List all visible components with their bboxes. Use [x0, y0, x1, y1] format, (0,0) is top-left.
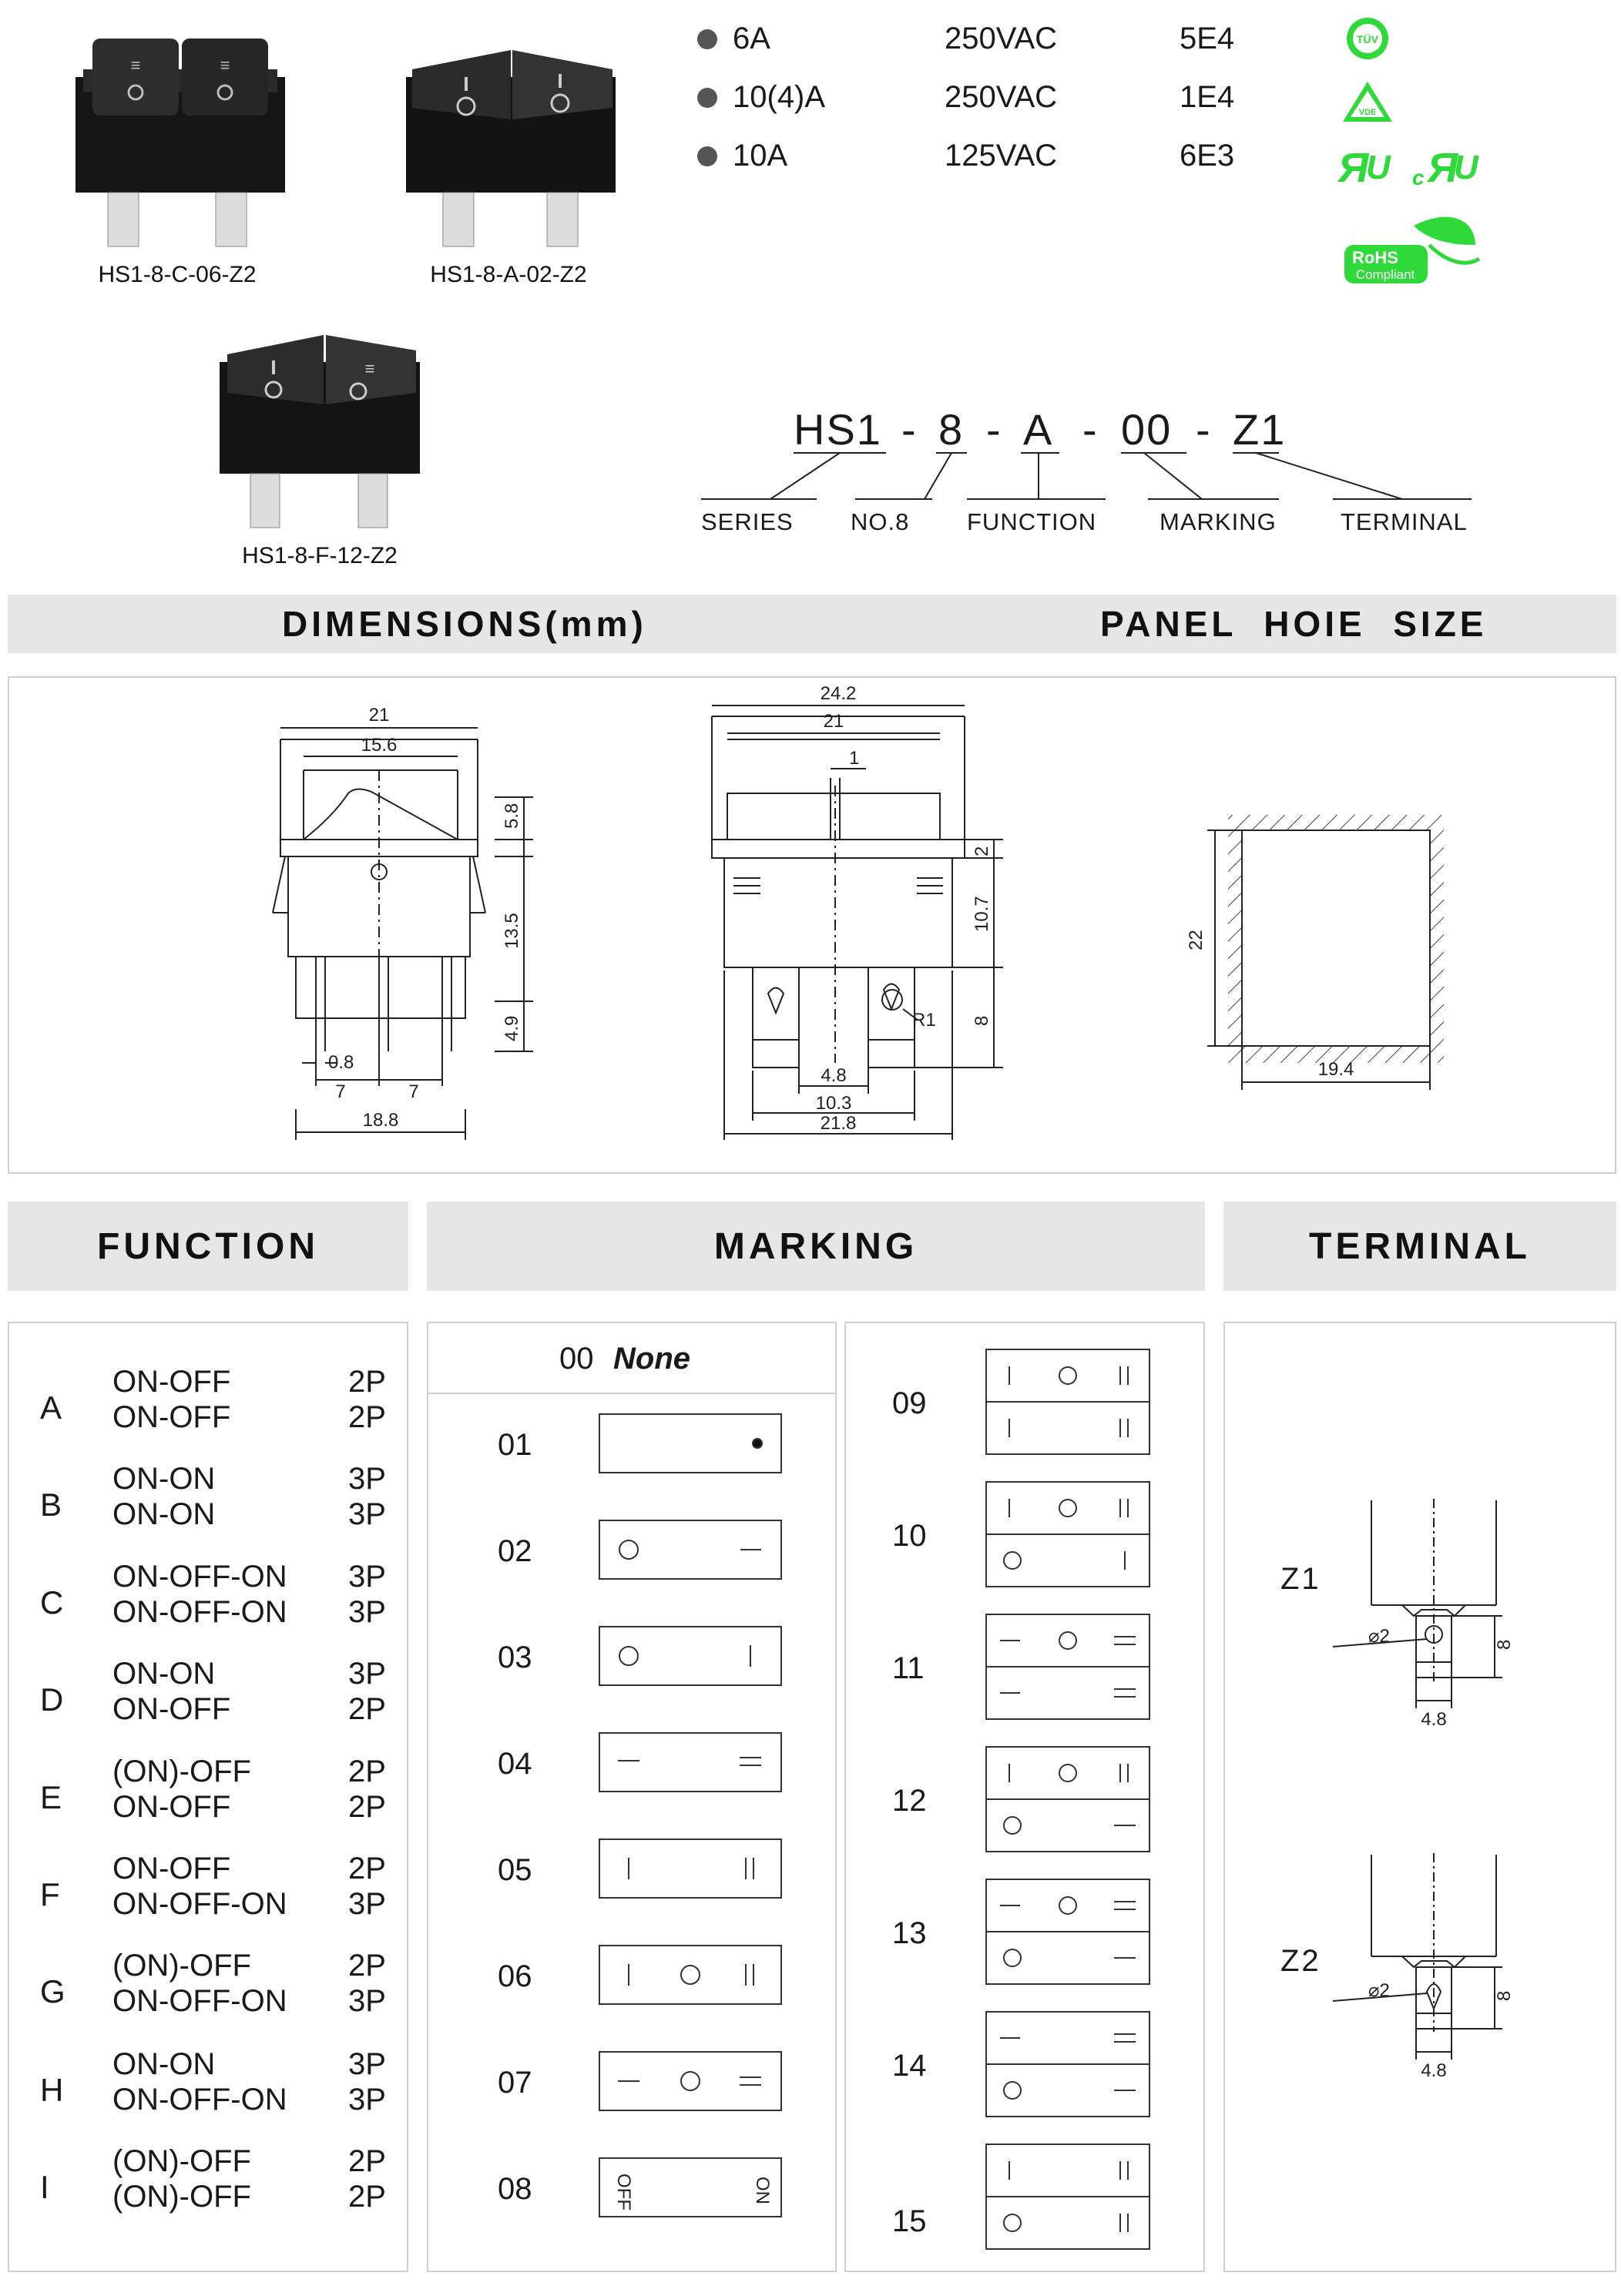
panel-hole-title: PANEL HOIE SIZE	[1100, 604, 1488, 644]
function-code: D	[40, 1681, 64, 1718]
dim-label: 10.7	[972, 896, 992, 932]
function-code: B	[40, 1487, 62, 1523]
function-pole2: 2P	[348, 2180, 386, 2214]
marking-none-label: None	[613, 1342, 690, 1376]
pn-no: 8	[938, 405, 965, 454]
pn-marking: 00	[1121, 405, 1173, 454]
marking-code: 11	[892, 1651, 925, 1685]
function-line1: ON-OFF	[112, 1365, 231, 1399]
function-code: G	[40, 1973, 65, 2009]
function-pole1: 3P	[348, 1560, 386, 1594]
marking-code: 02	[498, 1534, 532, 1568]
dim-label: 1	[849, 748, 860, 769]
dim-label: 5.8	[502, 803, 522, 829]
rocker-switch-double-photo	[389, 23, 636, 262]
dim-label: 13.5	[502, 913, 522, 949]
function-pole2: 3P	[348, 1984, 386, 2018]
pn-label-marking: MARKING	[1160, 508, 1277, 535]
function-pole2: 2P	[348, 1692, 386, 1726]
terminal-z1-drawing	[1333, 1499, 1502, 1708]
dim-label: 4.8	[821, 1065, 847, 1086]
function-line1: ON-ON	[112, 1462, 216, 1496]
function-code: F	[40, 1876, 60, 1912]
function-panel	[8, 1322, 408, 2272]
marking-code: 13	[892, 1916, 927, 1950]
dimensions-panel	[8, 676, 1616, 1174]
marking-code: 15	[892, 2204, 927, 2238]
terminal-z2-dia: ⌀2	[1368, 1980, 1390, 2001]
vde-text: VDE	[1358, 108, 1377, 117]
pn-function: A	[1023, 405, 1054, 454]
rating-current: 10A	[733, 139, 788, 173]
function-code: C	[40, 1584, 64, 1621]
product-label-3: HS1-8-F-12-Z2	[242, 543, 398, 568]
function-row	[9, 1365, 407, 1462]
dim-label: R1	[912, 1010, 936, 1031]
pn-sep: -	[986, 405, 1002, 454]
pn-label-no: NO.8	[851, 508, 910, 535]
tuv-text: TÜV	[1357, 33, 1378, 45]
marking-none-code: 00	[559, 1342, 594, 1376]
front-view-labels	[816, 683, 992, 1134]
ul-logo-icon	[1337, 145, 1479, 191]
function-pole1: 3P	[348, 1462, 386, 1496]
function-pole1: 2P	[348, 1852, 386, 1885]
svg-text:≡: ≡	[220, 55, 230, 75]
part-number-leader-lines	[693, 447, 1495, 508]
function-line2: ON-OFF	[112, 1790, 231, 1824]
function-line1: (ON)-OFF	[112, 1949, 251, 1983]
function-line1: (ON)-OFF	[112, 2144, 251, 2178]
pn-label-function: FUNCTION	[967, 508, 1097, 535]
terminal-code-z1: Z1	[1280, 1562, 1321, 1596]
product-photo-3	[212, 316, 443, 535]
marking-panel-left	[427, 1322, 837, 2272]
function-row	[9, 2144, 407, 2241]
rohs-sub-text: Compliant	[1355, 267, 1415, 282]
function-pole1: 2P	[348, 1755, 386, 1788]
rocker-switch-double-photo	[62, 23, 308, 262]
product-label-2: HS1-8-A-02-Z2	[430, 262, 587, 287]
marking-code: 01	[498, 1428, 532, 1462]
dim-label: 8	[972, 1015, 992, 1026]
terminal-z2-height: 8	[1494, 1990, 1515, 2001]
pn-label-series: SERIES	[701, 508, 794, 535]
rocker-switch-double-photo	[212, 316, 443, 535]
vde-logo-icon	[1343, 82, 1392, 122]
function-pole1: 3P	[348, 1657, 386, 1691]
pn-series: HS1	[794, 405, 882, 454]
svg-text:U: U	[1454, 149, 1478, 186]
bullet-icon	[697, 29, 717, 49]
dim-label: 21	[823, 711, 844, 732]
rating-cycles: 1E4	[1180, 80, 1235, 114]
rating-row	[697, 22, 1234, 56]
rating-row	[697, 80, 1234, 115]
function-pole2: 2P	[348, 1790, 386, 1824]
rating-row	[697, 139, 1234, 173]
dim-label: 4.9	[502, 1015, 522, 1041]
rating-cycles: 5E4	[1180, 22, 1235, 55]
rating-voltage: 250VAC	[945, 22, 1058, 55]
side-view-drawing	[273, 728, 533, 1140]
marking-panel-right	[844, 1322, 1205, 2272]
dim-label: 21.8	[820, 1113, 857, 1134]
pn-terminal: Z1	[1233, 405, 1287, 454]
function-pole1: 2P	[348, 1949, 386, 1983]
function-row	[9, 1755, 407, 1852]
function-row	[9, 2047, 407, 2144]
tuv-logo-icon	[1347, 18, 1388, 59]
marking-code: 10	[892, 1519, 927, 1553]
hole-height-label: 22	[1186, 930, 1207, 950]
product-photo-1	[62, 23, 308, 262]
rating-voltage: 125VAC	[945, 139, 1058, 173]
terminal-z1-dia: ⌀2	[1368, 1626, 1390, 1647]
bullet-icon	[697, 146, 717, 166]
svg-text:Я: Я	[1428, 145, 1458, 191]
rating-current: 6A	[733, 22, 770, 55]
pn-sep: -	[901, 405, 918, 454]
function-line2: ON-OFF-ON	[112, 2083, 287, 2117]
panel-hole-drawing	[1186, 815, 1444, 1090]
dimension-drawings	[9, 678, 1615, 1172]
terminal-z1-width: 4.8	[1421, 1709, 1447, 1730]
marking-code: 12	[892, 1784, 927, 1818]
function-pole1: 3P	[348, 2047, 386, 2081]
dim-label: 15.6	[361, 735, 398, 756]
function-row	[9, 1657, 407, 1754]
function-code: A	[40, 1389, 62, 1426]
function-line1: ON-ON	[112, 2047, 216, 2081]
marking-code: 06	[498, 1959, 532, 1993]
marking-code: 09	[892, 1386, 927, 1420]
front-view-drawing	[712, 706, 1003, 1140]
dimensions-title: DIMENSIONS(mm)	[282, 604, 647, 644]
marking-on-label: ON	[752, 2177, 773, 2204]
terminal-code-z2: Z2	[1280, 1944, 1321, 1978]
function-pole2: 3P	[348, 1887, 386, 1921]
product-label-1: HS1-8-C-06-Z2	[98, 262, 257, 287]
marking-code: 07	[498, 2066, 532, 2100]
ul-c-text: c	[1412, 166, 1425, 189]
dim-label: 10.3	[815, 1093, 852, 1114]
dim-label: 7	[408, 1081, 419, 1102]
dimensions-header	[8, 595, 1616, 653]
function-code: E	[40, 1779, 62, 1815]
function-line2: ON-OFF-ON	[112, 1984, 287, 2018]
svg-text:U: U	[1366, 149, 1391, 186]
function-pole2: 2P	[348, 1400, 386, 1434]
function-row	[9, 1462, 407, 1559]
pn-sep: -	[1082, 405, 1099, 454]
function-title: FUNCTION	[97, 1225, 319, 1267]
pn-label-terminal: TERMINAL	[1341, 508, 1468, 535]
rating-cycles: 6E3	[1180, 139, 1235, 173]
function-code: I	[40, 2169, 49, 2205]
function-line2: ON-OFF	[112, 1692, 231, 1726]
function-line2: ON-OFF	[112, 1400, 231, 1434]
function-pole2: 3P	[348, 2083, 386, 2117]
pn-sep: -	[1196, 405, 1212, 454]
marking-off-label: OFF	[613, 2174, 634, 2211]
marking-symbols-left	[428, 1323, 835, 2271]
function-line1: ON-OFF-ON	[112, 1560, 287, 1594]
marking-title: MARKING	[713, 1225, 918, 1267]
hole-width-label: 19.4	[1317, 1059, 1354, 1080]
marking-code: 03	[498, 1641, 532, 1674]
svg-text:Я: Я	[1338, 145, 1369, 191]
terminal-z2-drawing	[1333, 1853, 1502, 2060]
bullet-icon	[697, 88, 717, 108]
function-line2: ON-OFF-ON	[112, 1595, 287, 1629]
function-pole1: 2P	[348, 2144, 386, 2178]
terminal-drawings	[1225, 1323, 1615, 2271]
function-line1: ON-OFF	[112, 1852, 231, 1885]
terminal-z1-height: 8	[1494, 1639, 1515, 1650]
marking-code: 04	[498, 1747, 532, 1781]
function-pole1: 2P	[348, 1365, 386, 1399]
function-line2: ON-ON	[112, 1497, 216, 1531]
function-line2: ON-OFF-ON	[112, 1887, 287, 1921]
rohs-text: RoHS	[1352, 248, 1398, 267]
function-pole2: 3P	[348, 1595, 386, 1629]
function-row	[9, 1949, 407, 2046]
rohs-logo-icon	[1344, 217, 1479, 283]
marking-code: 05	[498, 1853, 532, 1887]
dim-label: 18.8	[362, 1110, 399, 1131]
dim-label: 0.8	[328, 1052, 354, 1073]
function-row	[9, 1560, 407, 1657]
marking-header	[427, 1202, 1205, 1291]
function-header	[8, 1202, 408, 1291]
marking-code: 14	[892, 2049, 927, 2083]
rating-current: 10(4)A	[733, 80, 826, 114]
svg-text:≡: ≡	[364, 359, 375, 378]
terminal-z2-width: 4.8	[1421, 2060, 1447, 2081]
function-line1: (ON)-OFF	[112, 1755, 251, 1788]
function-pole2: 3P	[348, 1497, 386, 1531]
certification-logos	[1337, 14, 1506, 291]
dim-label: 21	[368, 705, 390, 726]
product-photo-2	[389, 23, 636, 262]
function-code: H	[40, 2072, 64, 2108]
dim-label: 24.2	[820, 683, 857, 704]
function-line2: (ON)-OFF	[112, 2180, 251, 2214]
function-row	[9, 1852, 407, 1949]
svg-text:≡: ≡	[130, 55, 141, 75]
rating-voltage: 250VAC	[945, 80, 1058, 114]
dim-label: 7	[335, 1081, 346, 1102]
function-line1: ON-ON	[112, 1657, 216, 1691]
terminal-header	[1223, 1202, 1616, 1291]
marking-code: 08	[498, 2172, 532, 2206]
dim-label: 2	[972, 846, 992, 856]
side-view-labels	[328, 705, 522, 1131]
terminal-panel	[1223, 1322, 1616, 2272]
terminal-title: TERMINAL	[1309, 1225, 1531, 1267]
